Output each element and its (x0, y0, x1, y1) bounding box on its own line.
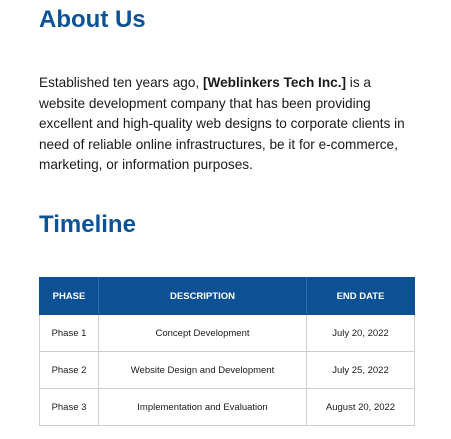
column-header-phase: PHASE (40, 278, 99, 315)
table-row (40, 389, 415, 426)
description-cell: Implementation and Evaluation (99, 389, 307, 426)
end-date-cell: July 25, 2022 (307, 352, 415, 389)
description-cell: Website Design and Development (99, 352, 307, 389)
intro-paragraph (39, 73, 419, 176)
phase-cell: Phase 3 (40, 389, 99, 426)
about-us-heading: About Us (39, 6, 146, 33)
column-header-end-date: END DATE (307, 278, 415, 315)
table-row (40, 352, 415, 389)
intro-text-before: Established ten years ago, (39, 75, 203, 90)
description-cell: Concept Development (99, 315, 307, 352)
intro-text-after: is a website development company that has been providing excellent and high-quality web designs to corporate clients in need of reliable online infrastructures, be it for e-commerce, marketing, or information purposes. (39, 75, 405, 173)
timeline-table (39, 277, 415, 426)
company-name: [Weblinkers Tech Inc.] (202, 75, 347, 90)
column-header-description: DESCRIPTION (99, 278, 307, 315)
end-date-cell: July 20, 2022 (307, 315, 415, 352)
phase-cell: Phase 2 (40, 352, 99, 389)
timeline-heading: Timeline (39, 211, 136, 238)
table-row (40, 315, 415, 352)
end-date-cell: August 20, 2022 (307, 389, 415, 426)
table-header-row (40, 278, 415, 315)
phase-cell: Phase 1 (40, 315, 99, 352)
